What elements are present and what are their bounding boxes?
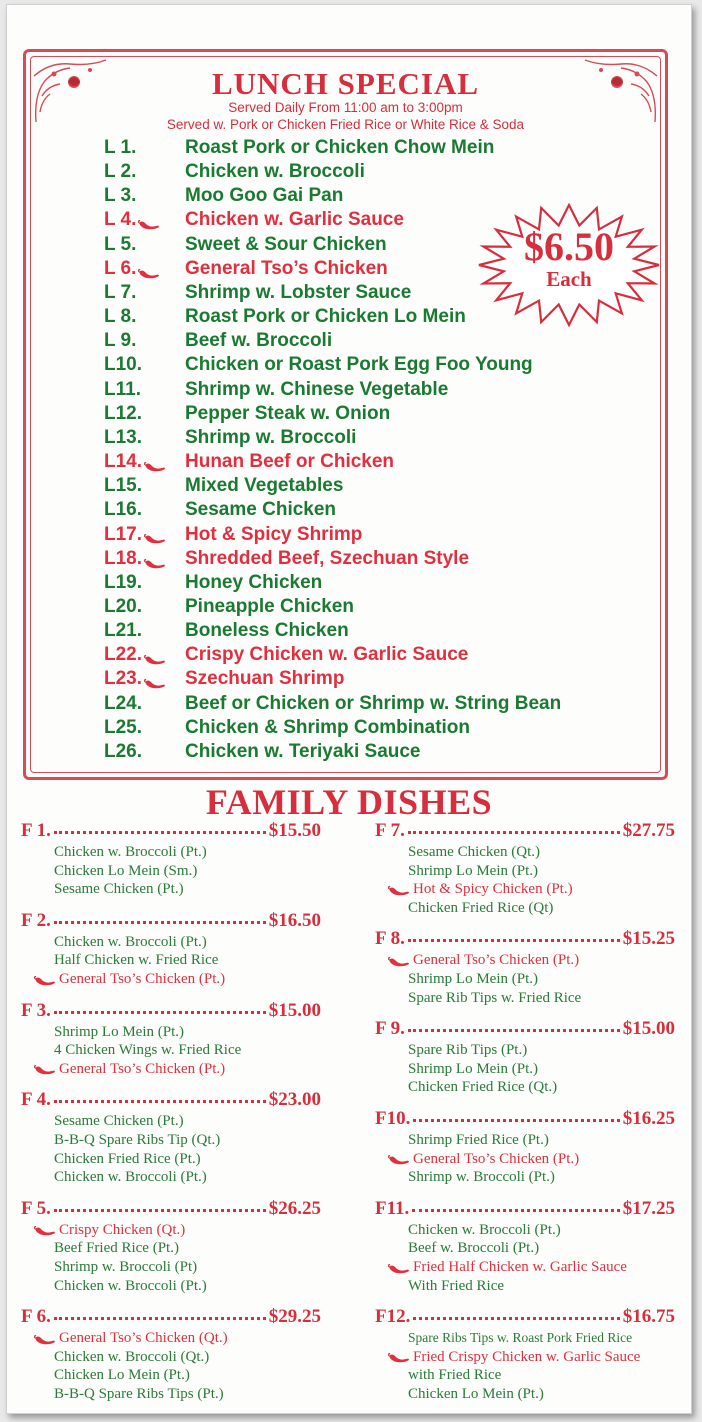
lunch-item-code-text: L21. [104, 620, 143, 642]
family-dish-price: $15.00 [622, 1018, 675, 1040]
lunch-item-code [104, 474, 184, 498]
family-dish-item [375, 1258, 675, 1277]
lunch-item-name: Shredded Beef, Szechuan Style [185, 547, 470, 569]
lunch-item-name: Moo Goo Gai Pan [185, 185, 344, 207]
family-dish-item [375, 843, 675, 862]
family-dish-code: F 3. [21, 999, 51, 1021]
family-dish-item [21, 933, 321, 952]
lunch-special-title: LUNCH SPECIAL [211, 66, 480, 101]
family-dish-item-text: General Tso’s Chicken (Pt.) [413, 1150, 580, 1167]
family-dish-price: $26.25 [268, 1197, 321, 1219]
lunch-item-code-text: L22. [104, 644, 143, 666]
family-dish-item-text: Shrimp w. Broccoli (Pt.) [408, 1169, 555, 1186]
chili-pepper-icon [144, 648, 166, 658]
family-dish-header [21, 909, 321, 933]
family-dish-code: F 5. [21, 1197, 51, 1219]
lunch-item-name: Sesame Chicken [185, 499, 337, 521]
lunch-item-name: Mixed Vegetables [185, 475, 344, 497]
family-dish-item-text: Spare Ribs Tips w. Roast Pork Fried Rice [408, 1330, 633, 1346]
family-dish-price: $15.50 [268, 820, 321, 841]
lunch-item-name: Sweet & Sour Chicken [185, 233, 387, 255]
family-dish-item-text: Shrimp Lo Mein (Pt.) [54, 1023, 184, 1040]
dot-leader [408, 1020, 620, 1032]
family-dish-item-text: Chicken w. Broccoli (Qt.) [54, 1348, 210, 1365]
lunch-item-code [104, 160, 184, 184]
family-dish-price: $16.75 [622, 1306, 675, 1328]
lunch-item-code [104, 208, 184, 232]
lunch-item-name: Shrimp w. Broccoli [185, 426, 357, 448]
family-dish [375, 1107, 675, 1187]
family-dish-price: $15.00 [268, 999, 321, 1021]
family-dish-item [21, 1385, 321, 1404]
lunch-item-name: Pineapple Chicken [185, 595, 354, 617]
family-dish-code: F 8. [375, 928, 405, 950]
family-dish-item-text: Beef Fried Rice (Pt.) [54, 1240, 179, 1257]
lunch-item-code-text: L20. [104, 595, 143, 617]
family-dish-item [375, 1348, 675, 1367]
family-dish-item-text: with Fried Rice [408, 1367, 502, 1384]
lunch-item-code [104, 233, 184, 257]
family-dish-item-text: Chicken w. Broccoli (Pt.) [54, 844, 207, 860]
chili-pepper-icon [34, 1223, 56, 1233]
family-dish-header [375, 819, 675, 843]
family-dish-item-text: General Tso’s Chicken (Pt.) [59, 1060, 226, 1077]
lunch-item-code-text: L 4. [104, 209, 137, 231]
family-dish-item [21, 1150, 321, 1169]
lunch-item-code [104, 450, 184, 474]
lunch-item-code [104, 353, 184, 377]
family-dish-item-text: General Tso’s Chicken (Pt.) [413, 952, 580, 969]
lunch-item-name: Hot & Spicy Shrimp [185, 523, 363, 545]
family-dish-item [21, 1131, 321, 1150]
family-dish-item-text: Sesame Chicken (Pt.) [54, 881, 184, 898]
family-dish-code: F11. [375, 1197, 410, 1219]
chili-pepper-icon [144, 552, 166, 562]
dot-leader [413, 1308, 619, 1320]
chili-pepper-icon [144, 527, 166, 537]
lunch-item-code-text: L17. [104, 523, 143, 545]
family-dish-item-text: B-B-Q Spare Ribs Tips (Pt.) [54, 1385, 224, 1402]
family-dish-item-text: Shrimp Lo Mein (Pt.) [408, 862, 538, 879]
lunch-item-name: Shrimp w. Chinese Vegetable [185, 378, 449, 400]
family-dish-header [21, 1197, 321, 1221]
lunch-item-code [104, 692, 184, 716]
lunch-item-code-text: L23. [104, 668, 143, 690]
lunch-item-code [104, 547, 184, 571]
family-dish-item-text: B-B-Q Spare Ribs Tip (Qt.) [54, 1131, 221, 1148]
family-dish-item-text: With Fried Rice [408, 1277, 505, 1294]
family-dish [375, 1305, 675, 1403]
family-dish-item-text: Shrimp Lo Mein (Pt.) [408, 1060, 538, 1077]
family-dish-item-text: Half Chicken w. Fried Rice [54, 952, 219, 969]
family-dish-header [21, 1088, 321, 1112]
family-dish-code: F 7. [375, 820, 405, 841]
family-dish-item-text: Chicken w. Broccoli (Pt.) [54, 933, 207, 950]
lunch-item-name: Honey Chicken [185, 571, 323, 593]
family-dish-item [21, 1329, 321, 1348]
lunch-item-code [104, 184, 184, 208]
family-dish-item-text: Shrimp w. Broccoli (Pt) [54, 1258, 198, 1275]
family-dish-item-text: Chicken w. Broccoli (Pt.) [408, 1221, 561, 1238]
lunch-item-code-text: L 8. [104, 306, 137, 328]
family-dish-item-text: Spare Rib Tips (Pt.) [408, 1042, 528, 1059]
family-dish-item [21, 862, 321, 881]
family-dish-item [21, 1239, 321, 1258]
lunch-item-code [104, 305, 184, 329]
family-dish-item [375, 1385, 675, 1404]
lunch-item-name: Chicken w. Garlic Sauce [185, 209, 404, 231]
lunch-item-code [104, 329, 184, 353]
family-dish-item [375, 1078, 675, 1097]
lunch-item-code-text: L13. [104, 426, 143, 448]
lunch-item-code-text: L25. [104, 716, 143, 738]
family-dish-item-text: Beef w. Broccoli (Pt.) [408, 1240, 540, 1257]
lunch-item-name: Roast Pork or Chicken Lo Mein [185, 306, 466, 328]
family-dish-item-text: Chicken Fried Rice (Qt.) [408, 1079, 558, 1096]
family-dish [375, 1197, 675, 1295]
family-dish-item [21, 880, 321, 899]
family-dish [21, 909, 321, 989]
lunch-price: $6.50 [524, 224, 614, 269]
family-dish-item [375, 1239, 675, 1258]
lunch-item-code-text: L 5. [104, 233, 137, 255]
family-dish-header [375, 927, 675, 951]
family-dish-item [21, 843, 321, 862]
menu-page [6, 4, 692, 1414]
family-dish-item [375, 899, 675, 918]
chili-pepper-icon [388, 954, 410, 964]
family-dish-item-text: Chicken Fried Rice (Pt.) [54, 1150, 201, 1167]
dot-leader [54, 912, 266, 924]
lunch-item-name: Roast Pork or Chicken Chow Mein [185, 137, 495, 158]
family-dish-item-text: Chicken Lo Mein (Pt.) [408, 1385, 544, 1402]
lunch-item-code-text: L 3. [104, 185, 137, 207]
family-dish-item [375, 1131, 675, 1150]
lunch-item-name: Pepper Steak w. Onion [185, 402, 391, 424]
lunch-item-name: Chicken w. Broccoli [185, 161, 365, 183]
lunch-special-section [23, 49, 668, 780]
family-dish-price: $16.25 [622, 1108, 675, 1129]
family-dish-price: $29.25 [268, 1306, 321, 1328]
lunch-item-name: Szechuan Shrimp [185, 668, 345, 690]
family-dish-item [375, 880, 675, 899]
family-dish-header [375, 1017, 675, 1041]
lunch-item-code [104, 571, 184, 595]
family-dish-code: F 9. [375, 1018, 405, 1040]
family-dish-item [21, 1168, 321, 1187]
family-dish-item [375, 1277, 675, 1296]
dot-leader [54, 1200, 266, 1212]
lunch-item-code [104, 595, 184, 619]
chili-pepper-icon [144, 672, 166, 682]
lunch-item-code [104, 716, 184, 740]
lunch-hours: Served Daily From 11:00 am to 3:00pm [228, 100, 463, 115]
lunch-item-code-text: L19. [104, 571, 143, 593]
family-dish [21, 1305, 321, 1403]
chili-pepper-icon [144, 455, 166, 465]
family-dish-item [21, 970, 321, 989]
lunch-item-code-text: L12. [104, 402, 143, 424]
family-dish-item-text: Hot & Spicy Chicken (Pt.) [413, 881, 573, 898]
family-dish-code: F12. [375, 1306, 411, 1328]
lunch-item-name: Shrimp w. Lobster Sauce [185, 281, 412, 303]
lunch-item-code-text: L 2. [104, 161, 137, 183]
family-dish-item [375, 1041, 675, 1060]
family-dish-item-text: Crispy Chicken (Qt.) [59, 1221, 186, 1238]
lunch-item-name: Chicken or Roast Pork Egg Foo Young [185, 354, 533, 376]
family-dish-code: F 6. [21, 1306, 51, 1328]
lunch-item-code-text: L18. [104, 547, 143, 569]
family-dish-price: $16.50 [268, 909, 321, 931]
family-dish [375, 1017, 675, 1097]
lunch-item-name: Hunan Beef or Chicken [185, 451, 395, 473]
dot-leader [54, 822, 266, 834]
lunch-item-name: General Tso’s Chicken [185, 257, 388, 279]
lunch-item-code-text: L11. [104, 378, 141, 400]
lunch-item-name: Boneless Chicken [185, 620, 349, 642]
lunch-item-code-text: L24. [104, 692, 143, 714]
family-dish-item [21, 1023, 321, 1042]
lunch-item-code [104, 619, 184, 643]
lunch-item-code-text: L 1. [104, 137, 137, 158]
lunch-item-code-text: L26. [104, 740, 143, 762]
chili-pepper-icon [388, 883, 410, 893]
family-dish-item [21, 951, 321, 970]
family-dish [21, 1197, 321, 1295]
family-dish-item-text: Chicken Lo Mein (Pt.) [54, 1367, 190, 1384]
family-dish-item-text: Sesame Chicken (Qt.) [408, 844, 541, 860]
chili-pepper-icon [34, 1062, 56, 1072]
family-dish-item-text: General Tso’s Chicken (Pt.) [59, 970, 226, 987]
family-dish-item-text: General Tso’s Chicken (Qt.) [59, 1330, 228, 1347]
family-dish-code: F10. [375, 1108, 411, 1129]
lunch-item-code-text: L10. [104, 354, 143, 376]
dot-leader [54, 1091, 266, 1103]
family-dish-item [21, 1258, 321, 1277]
dot-leader [54, 1002, 266, 1014]
lunch-item-name: Chicken & Shrimp Combination [185, 716, 471, 738]
lunch-item-name: Crispy Chicken w. Garlic Sauce [185, 644, 469, 666]
family-dish-item [375, 970, 675, 989]
lunch-item-code [104, 498, 184, 522]
dot-leader [54, 1308, 266, 1320]
lunch-item-code [104, 426, 184, 450]
family-dishes-title: FAMILY DISHES [205, 782, 493, 822]
family-dish-item-text: Fried Half Chicken w. Garlic Sauce [413, 1258, 627, 1275]
family-dish-price: $27.75 [622, 820, 675, 841]
family-dish-item-text: Chicken w. Broccoli (Pt.) [54, 1169, 207, 1186]
family-dish-item [375, 862, 675, 881]
family-dish-item-text: 4 Chicken Wings w. Fried Rice [54, 1042, 242, 1059]
lunch-item-code [104, 378, 184, 402]
lunch-item-code-text: L 7. [104, 281, 137, 303]
lunch-item-code-text: L15. [104, 475, 143, 497]
lunch-item-name: Chicken w. Teriyaki Sauce [185, 740, 421, 762]
family-dish [21, 1088, 321, 1186]
family-dish-item [375, 1366, 675, 1385]
family-dish-code: F 1. [21, 820, 51, 841]
family-dish-item [375, 1329, 675, 1348]
family-dish-item [375, 1168, 675, 1187]
family-dish-item [375, 951, 675, 970]
family-dish-header [21, 1305, 321, 1329]
lunch-item-code [104, 523, 184, 547]
family-dish-item-text: Chicken Lo Mein (Sm.) [54, 862, 198, 879]
family-dish-header [375, 1107, 675, 1131]
family-dish-header [21, 819, 321, 843]
chili-pepper-icon [34, 1332, 56, 1342]
lunch-price-badge [476, 226, 662, 290]
family-dish-item [21, 1366, 321, 1385]
family-dish-item [375, 1221, 675, 1240]
dot-leader [412, 1200, 619, 1212]
family-dish-price: $15.25 [622, 928, 675, 950]
lunch-item-code [104, 402, 184, 426]
chili-pepper-icon [388, 1350, 410, 1360]
family-dish [375, 819, 675, 917]
lunch-price-unit: Each [546, 267, 592, 291]
lunch-item-code [104, 281, 184, 305]
chili-pepper-icon [34, 973, 56, 983]
family-dish-price: $17.25 [622, 1197, 675, 1219]
family-dish-item-text: Sesame Chicken (Pt.) [54, 1113, 184, 1130]
family-dish [21, 999, 321, 1079]
dot-leader [408, 930, 620, 942]
family-dish-item [375, 1060, 675, 1079]
dot-leader [408, 822, 620, 834]
family-dish-item-text: Shrimp Lo Mein (Pt.) [408, 970, 538, 987]
family-dish-item-text: Shrimp Fried Rice (Pt.) [408, 1132, 549, 1148]
dot-leader [413, 1110, 619, 1122]
chili-pepper-icon [138, 213, 160, 223]
lunch-item-code [104, 257, 184, 281]
family-dish-header [375, 1305, 675, 1329]
family-dish-item [21, 1112, 321, 1131]
family-dish-item-text: Spare Rib Tips w. Fried Rice [408, 989, 582, 1006]
family-dish-item-text: Chicken w. Broccoli (Pt.) [54, 1277, 207, 1294]
lunch-item-code [104, 643, 184, 667]
lunch-item-code-text: L14. [104, 451, 143, 473]
chili-pepper-icon [388, 1152, 410, 1162]
family-dish-price: $23.00 [268, 1089, 321, 1111]
family-dish-code: F 2. [21, 909, 51, 931]
family-dish [21, 819, 321, 899]
chili-pepper-icon [388, 1261, 410, 1271]
family-dish-code: F 4. [21, 1089, 51, 1111]
lunch-item-code [104, 136, 184, 160]
family-dish-item [375, 1150, 675, 1169]
lunch-item-code-text: L 6. [104, 257, 137, 279]
lunch-item-code [104, 740, 184, 764]
lunch-item-name: Beef or Chicken or Shrimp w. String Bean [185, 692, 562, 714]
family-dish-item [21, 1277, 321, 1296]
lunch-item-code [104, 667, 184, 691]
family-dish-item [21, 1348, 321, 1367]
family-dish-item-text: Chicken Fried Rice (Qt) [408, 899, 554, 916]
family-dish-item [375, 989, 675, 1008]
lunch-served-with: Served w. Pork or Chicken Fried Rice or White Rice & Soda [166, 117, 525, 132]
family-dish-item [21, 1041, 321, 1060]
lunch-item-code-text: L16. [104, 499, 143, 521]
family-dish-header [21, 999, 321, 1023]
family-dish-header [375, 1197, 675, 1221]
family-dish-item [21, 1221, 321, 1240]
family-dish-item-text: Fried Crispy Chicken w. Garlic Sauce [413, 1348, 641, 1365]
chili-pepper-icon [138, 262, 160, 272]
lunch-item-code-text: L 9. [104, 330, 137, 352]
family-dish-item [21, 1060, 321, 1079]
family-dish [375, 927, 675, 1007]
lunch-item-name: Beef w. Broccoli [185, 330, 333, 352]
